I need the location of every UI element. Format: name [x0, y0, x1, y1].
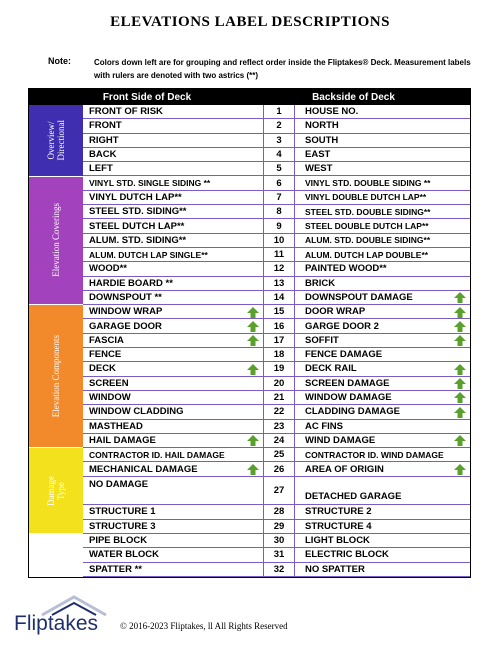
front-label — [83, 448, 263, 461]
back-label-text: DETACHED GARAGE — [305, 491, 402, 503]
front-label-text: STRUCTURE 3 — [89, 520, 156, 532]
back-label-text: STEEL STD. DOUBLE SIDING** — [305, 206, 431, 217]
label-number: 2 — [263, 119, 295, 132]
back-label-text: ALUM. DUTCH LAP DOUBLE** — [305, 249, 429, 260]
front-label — [83, 291, 263, 304]
back-label — [295, 248, 470, 261]
front-label-text: MASTHEAD — [89, 420, 143, 432]
category-block — [29, 105, 83, 177]
table-row — [83, 434, 470, 448]
front-label — [83, 134, 263, 147]
category-label: Elevation Components — [51, 335, 61, 418]
front-label — [83, 477, 263, 505]
front-label-text: ALUM. DUTCH LAP SINGLE** — [89, 249, 208, 260]
label-number: 29 — [263, 520, 295, 533]
front-label — [83, 248, 263, 261]
front-label-text: DOWNSPOUT ** — [89, 292, 162, 303]
label-number: 27 — [263, 477, 295, 505]
back-label — [295, 462, 470, 475]
note-text: Colors down left are for grouping and reflect order inside the Fliptakes® Deck. Measurement labels with rulers are denoted with two astrics (**) — [94, 58, 471, 80]
label-number: 6 — [263, 176, 295, 189]
back-label-text: STRUCTURE 4 — [305, 520, 372, 532]
front-label — [83, 205, 263, 218]
back-label — [295, 162, 470, 175]
back-label-text: STEEL DOUBLE DUTCH LAP** — [305, 221, 429, 232]
front-label-text: ALUM. STD. SIDING** — [89, 234, 187, 246]
back-label — [295, 205, 470, 218]
back-label — [295, 219, 470, 232]
table-row — [83, 262, 470, 276]
back-label — [295, 105, 470, 118]
category-label: Damage Type — [46, 475, 66, 506]
front-label — [83, 262, 263, 275]
table-row — [83, 563, 470, 577]
back-label-text: LIGHT BLOCK — [305, 535, 370, 547]
front-label — [83, 277, 263, 290]
front-label-text: RIGHT — [89, 134, 119, 146]
front-label-text: SPATTER ** — [89, 563, 142, 575]
front-label-text: STRUCTURE 1 — [89, 506, 156, 518]
back-label-text: BRICK — [305, 277, 336, 289]
table-row — [83, 348, 470, 362]
table-row — [83, 420, 470, 434]
label-number: 1 — [263, 105, 295, 118]
front-label-text: MECHANICAL DAMAGE — [89, 463, 198, 475]
front-label — [83, 548, 263, 561]
front-label — [83, 234, 263, 247]
back-label — [295, 548, 470, 561]
front-label-text: BACK — [89, 149, 117, 161]
back-label — [295, 191, 470, 204]
label-number: 22 — [263, 405, 295, 418]
table-row — [83, 176, 470, 190]
front-label — [83, 563, 263, 576]
table-row — [83, 191, 470, 205]
front-label — [83, 219, 263, 232]
back-label — [295, 434, 470, 447]
label-number: 7 — [263, 191, 295, 204]
front-label-text: DECK — [89, 363, 116, 375]
table-row — [83, 548, 470, 562]
back-label-text: VINYL STD. DOUBLE SIDING ** — [305, 178, 431, 189]
label-number: 24 — [263, 434, 295, 447]
back-label — [295, 148, 470, 161]
front-label-text: FENCE — [89, 349, 122, 361]
table-row — [83, 391, 470, 405]
table-row — [83, 234, 470, 248]
label-number: 31 — [263, 548, 295, 561]
category-block — [29, 305, 83, 448]
label-number: 12 — [263, 262, 295, 275]
back-label-text: AC FINS — [305, 420, 343, 432]
up-arrow-icon — [454, 335, 466, 346]
front-label-text: WATER BLOCK — [89, 549, 160, 561]
front-label-text: WINDOW WRAP — [89, 306, 163, 318]
category-block — [29, 448, 83, 534]
back-label-text: SOFFIT — [305, 334, 339, 346]
front-label — [83, 434, 263, 447]
back-label — [295, 234, 470, 247]
up-arrow-icon — [454, 321, 466, 332]
front-label-text: CONTRACTOR ID. HAIL DAMAGE — [89, 449, 225, 460]
front-label-text: HAIL DAMAGE — [89, 434, 156, 446]
front-label-text: VINYL STD. SINGLE SIDING ** — [89, 178, 211, 189]
label-number: 5 — [263, 162, 295, 175]
label-number: 25 — [263, 448, 295, 461]
back-label — [295, 477, 470, 505]
front-label — [83, 305, 263, 318]
table-row — [83, 520, 470, 534]
front-label-text: FASCIA — [89, 334, 124, 346]
label-number: 16 — [263, 319, 295, 332]
up-arrow-icon — [454, 307, 466, 318]
back-label-text: HOUSE NO. — [305, 106, 359, 118]
up-arrow-icon — [454, 292, 466, 303]
front-label — [83, 119, 263, 132]
table-row — [83, 448, 470, 462]
back-label-text: DOOR WRAP — [305, 306, 366, 318]
back-label — [295, 176, 470, 189]
back-label — [295, 563, 470, 576]
back-label-text: WIND DAMAGE — [305, 434, 376, 446]
backside-header: Backside of Deck — [312, 91, 395, 103]
back-label-text: ALUM. STD. DOUBLE SIDING** — [305, 235, 431, 246]
table-row — [83, 462, 470, 476]
up-arrow-icon — [454, 464, 466, 475]
back-label-text: EAST — [305, 149, 331, 161]
table-row — [83, 505, 470, 519]
back-label — [295, 505, 470, 518]
back-label — [295, 448, 470, 461]
front-label — [83, 391, 263, 404]
front-label-text: STEEL STD. SIDING** — [89, 206, 187, 218]
label-number: 13 — [263, 277, 295, 290]
front-label-text: SCREEN — [89, 377, 129, 389]
back-label — [295, 420, 470, 433]
front-label — [83, 176, 263, 189]
front-label — [83, 334, 263, 347]
note-label: Note: — [48, 56, 71, 66]
back-label-text: SCREEN DAMAGE — [305, 377, 390, 389]
back-label — [295, 362, 470, 375]
label-number: 20 — [263, 377, 295, 390]
table-row — [83, 248, 470, 262]
label-number: 3 — [263, 134, 295, 147]
front-label-text: FRONT OF RISK — [89, 106, 163, 118]
front-side-header: Front Side of Deck — [102, 91, 192, 103]
back-label — [295, 305, 470, 318]
back-label-text: NO SPATTER — [305, 563, 365, 575]
table-header — [29, 89, 470, 105]
label-number: 19 — [263, 362, 295, 375]
front-label-text: WINDOW CLADDING — [89, 406, 184, 418]
front-label-text: LEFT — [89, 163, 113, 175]
table-row — [83, 162, 470, 176]
table-row — [83, 148, 470, 162]
up-arrow-icon — [454, 378, 466, 389]
label-number: 9 — [263, 219, 295, 232]
up-arrow-icon — [247, 307, 259, 318]
table-row — [83, 319, 470, 333]
back-label-text: FENCE DAMAGE — [305, 349, 383, 361]
back-label — [295, 277, 470, 290]
table-row — [83, 277, 470, 291]
back-label-text: VINYL DOUBLE DUTCH LAP** — [305, 192, 427, 203]
table-row — [83, 105, 470, 119]
label-number: 17 — [263, 334, 295, 347]
label-number: 23 — [263, 420, 295, 433]
up-arrow-icon — [454, 407, 466, 418]
back-label-text: ELECTRIC BLOCK — [305, 549, 389, 561]
front-label-text: WOOD** — [89, 263, 127, 275]
back-label-text: WINDOW DAMAGE — [305, 392, 392, 404]
back-label-text: CLADDING DAMAGE — [305, 406, 400, 418]
copyright-text: © 2016-2023 Fliptakes, ll All Rights Reserved — [120, 621, 288, 631]
table-row — [83, 119, 470, 133]
front-label — [83, 191, 263, 204]
label-number: 14 — [263, 291, 295, 304]
front-label — [83, 362, 263, 375]
back-label — [295, 405, 470, 418]
front-label — [83, 505, 263, 518]
up-arrow-icon — [454, 435, 466, 446]
label-number: 8 — [263, 205, 295, 218]
front-label — [83, 148, 263, 161]
back-label — [295, 319, 470, 332]
front-label — [83, 520, 263, 533]
label-number: 11 — [263, 248, 295, 261]
label-table — [28, 88, 471, 578]
back-label — [295, 377, 470, 390]
up-arrow-icon — [247, 464, 259, 475]
label-number: 30 — [263, 534, 295, 547]
back-label-text: GARGE DOOR 2 — [305, 320, 379, 332]
front-label — [83, 105, 263, 118]
table-row — [83, 534, 470, 548]
table-row — [83, 134, 470, 148]
front-label-text: FRONT — [89, 120, 122, 132]
table-row — [83, 219, 470, 233]
front-label — [83, 534, 263, 547]
back-label-text: STRUCTURE 2 — [305, 506, 372, 518]
label-number: 15 — [263, 305, 295, 318]
up-arrow-icon — [247, 364, 259, 375]
up-arrow-icon — [247, 435, 259, 446]
back-label — [295, 291, 470, 304]
front-label-text: VINYL DUTCH LAP** — [89, 191, 182, 203]
back-label-text: WEST — [305, 163, 333, 175]
table-row — [83, 291, 470, 305]
front-label-text: HARDIE BOARD ** — [89, 277, 173, 289]
table-row — [83, 205, 470, 219]
label-number: 26 — [263, 462, 295, 475]
back-label — [295, 391, 470, 404]
fliptakes-logo: Fliptakes — [14, 612, 99, 635]
up-arrow-icon — [247, 335, 259, 346]
label-number: 4 — [263, 148, 295, 161]
table-row — [83, 334, 470, 348]
front-label-text: PIPE BLOCK — [89, 535, 148, 547]
front-label — [83, 319, 263, 332]
label-number: 18 — [263, 348, 295, 361]
back-label — [295, 334, 470, 347]
front-label — [83, 377, 263, 390]
back-label — [295, 262, 470, 275]
front-label — [83, 420, 263, 433]
back-label — [295, 134, 470, 147]
label-number: 28 — [263, 505, 295, 518]
page-title: ELEVATIONS LABEL DESCRIPTIONS — [110, 14, 390, 30]
table-row — [83, 305, 470, 319]
back-label-text: AREA OF ORIGIN — [305, 463, 384, 475]
up-arrow-icon — [247, 321, 259, 332]
back-label-text: DECK RAIL — [305, 363, 357, 375]
table-row — [83, 405, 470, 419]
category-column — [29, 105, 83, 577]
label-number: 21 — [263, 391, 295, 404]
front-label-text: GARAGE DOOR — [89, 320, 162, 332]
category-label: Elevation Coverings — [51, 203, 61, 278]
back-label-text: NORTH — [305, 120, 339, 132]
table-row — [83, 377, 470, 391]
back-label — [295, 119, 470, 132]
front-label-text: STEEL DUTCH LAP** — [89, 220, 185, 232]
up-arrow-icon — [454, 392, 466, 403]
front-label — [83, 405, 263, 418]
back-label — [295, 534, 470, 547]
category-label: Overview/ Directional — [46, 120, 66, 161]
front-label-text: NO DAMAGE — [89, 478, 149, 490]
front-label — [83, 162, 263, 175]
label-number: 10 — [263, 234, 295, 247]
category-block — [29, 177, 83, 306]
back-label — [295, 348, 470, 361]
table-row — [83, 477, 470, 506]
front-label — [83, 348, 263, 361]
table-row — [83, 362, 470, 376]
up-arrow-icon — [454, 364, 466, 375]
label-number: 32 — [263, 563, 295, 576]
back-label — [295, 520, 470, 533]
front-label — [83, 462, 263, 475]
table-rows — [83, 105, 470, 577]
back-label-text: CONTRACTOR ID. WIND DAMAGE — [305, 449, 444, 460]
front-label-text: WINDOW — [89, 392, 131, 404]
back-label-text: SOUTH — [305, 134, 339, 146]
back-label-text: PAINTED WOOD** — [305, 263, 387, 275]
back-label-text: DOWNSPOUT DAMAGE — [305, 292, 413, 303]
